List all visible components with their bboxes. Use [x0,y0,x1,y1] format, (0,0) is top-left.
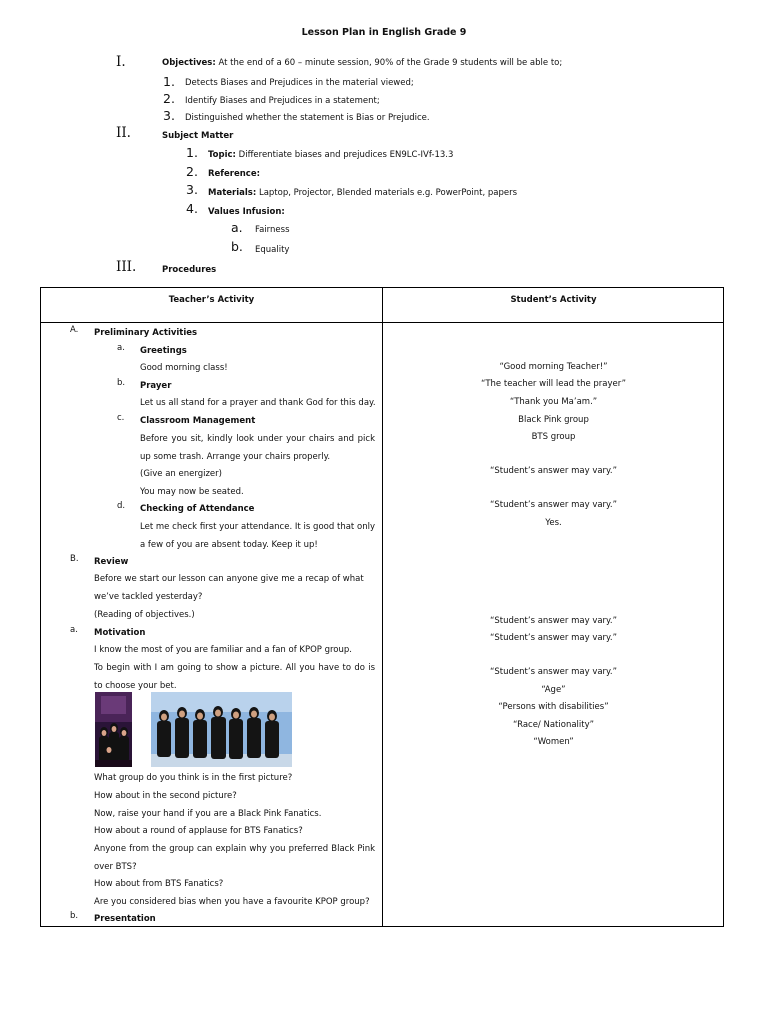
value-fairness: Fairness [255,225,290,235]
student-response-8: Yes. [545,518,562,528]
subject-materials [208,188,517,198]
objective-2-number: 2. [163,91,175,106]
reference-label: Reference: [208,169,260,179]
materials-text: Laptop, Projector, Blended materials e.g. PowerPoint, papers [258,188,518,198]
section-iii-numeral: III. [116,259,137,275]
question-3: Now, raise your hand if you are a Black Pink Fanatics. [94,809,322,819]
subject-3-number: 3. [186,182,198,197]
marker-B: B. [70,554,79,564]
attendance-label: Checking of Attendance [140,504,255,514]
preliminary-activities-label: Preliminary Activities [94,328,198,338]
classroom-management-para: Before you sit, kindly look under your chairs and pick up some trash. Arrange your chairs properly. [140,434,375,462]
student-activity-header: Student’s Activity [510,295,597,305]
prayer-label: Prayer [140,381,172,391]
student-response-3: “Thank you Ma’am.” [509,397,598,407]
energizer-line: (Give an energizer) [140,469,222,479]
student-response-14: “Race/ Nationality” [512,720,595,730]
teacher-activity-header: Teacher’s Activity [168,295,255,305]
objective-3-number: 3. [163,108,175,123]
subject-2-number: 2. [186,164,198,179]
value-b-letter: b. [231,239,243,254]
objectives-label: Objectives: [162,58,216,68]
marker-a-greetings: a. [117,343,125,353]
reading-objectives-line: (Reading of objectives.) [94,610,195,620]
marker-b-presentation: b. [70,911,79,921]
bts-group-photo [151,692,292,767]
motivation-line1: I know the most of you are familiar and a fan of KPOP group. [94,645,352,655]
question-6: How about from BTS Fanatics? [94,879,224,889]
objective-1-text: Detects Biases and Prejudices in the material viewed; [185,78,414,88]
subject-1-number: 1. [186,145,198,160]
section-ii-numeral: II. [116,125,131,141]
objective-3-text: Distinguished whether the statement is Bias or Prejudice. [185,113,430,123]
student-response-5: BTS group [531,432,576,442]
question-2: How about in the second picture? [94,791,237,801]
student-response-10: “Student’s answer may vary.” [490,633,617,643]
objectives-text: At the end of a 60 – minute session, 90% of the Grade 9 students will be able to; [218,58,563,68]
review-label: Review [94,557,129,567]
greetings-label: Greetings [140,346,187,356]
subject-topic [208,150,453,160]
materials-label: Materials: [208,188,257,198]
subject-4-number: 4. [186,201,198,216]
prayer-line: Let us all stand for a prayer and thank God for this day. [140,398,376,408]
motivation-para: To begin with I am going to show a picture. All you have to do is to choose your bet. [94,663,375,691]
classroom-management-label: Classroom Management [140,416,256,426]
student-response-4: Black Pink group [518,415,589,425]
marker-c-classroom: c. [117,413,125,423]
student-response-11: “Student’s answer may vary.” [490,667,617,677]
review-para: Before we start our lesson can anyone give me a recap of what we’ve tackled yesterday? [94,574,364,602]
motivation-label: Motivation [94,628,146,638]
subject-matter-label: Subject Matter [162,131,234,141]
seated-line: You may now be seated. [140,487,244,497]
student-response-6: “Student’s answer may vary.” [490,466,617,476]
topic-text: Differentiate biases and prejudices EN9LC-IVf-13.3 [238,150,454,160]
table-header-divider [40,322,724,323]
blackpink-group-photo [95,692,132,767]
greetings-line: Good morning class! [140,363,228,373]
presentation-label: Presentation [94,914,156,924]
student-response-9: “Student’s answer may vary.” [490,616,617,626]
values-infusion-label: Values Infusion: [208,207,285,217]
attendance-para: Let me check first your attendance. It is good that only a few of you are absent today. Keep it up! [140,522,375,550]
student-response-15: “Women” [533,737,574,747]
student-response-1: “Good morning Teacher!” [499,362,608,372]
objectives-heading [162,58,562,68]
student-response-7: “Student’s answer may vary.” [490,500,617,510]
question-7: Are you considered bias when you have a favourite KPOP group? [94,897,370,907]
student-response-12: “Age” [541,685,566,695]
marker-a-motivation: a. [70,625,78,635]
question-1: What group do you think is in the first picture? [94,773,293,783]
marker-d-attendance: d. [117,501,126,511]
student-response-13: “Persons with disabilities” [498,702,609,712]
question-4: How about a round of applause for BTS Fanatics? [94,826,303,836]
page-title: Lesson Plan in English Grade 9 [301,27,467,38]
objective-1-number: 1. [163,74,175,89]
topic-label: Topic: [208,150,236,160]
section-i-numeral: I. [116,54,126,70]
marker-A: A. [70,325,79,335]
question-5: Anyone from the group can explain why you preferred Black Pink over BTS? [94,844,375,872]
marker-b-prayer: b. [117,378,126,388]
value-equality: Equality [255,245,290,255]
student-response-2: “The teacher will lead the prayer” [480,379,627,389]
objective-2-text: Identify Biases and Prejudices in a statement; [185,96,380,106]
value-a-letter: a. [231,220,243,235]
procedures-label: Procedures [162,265,217,275]
